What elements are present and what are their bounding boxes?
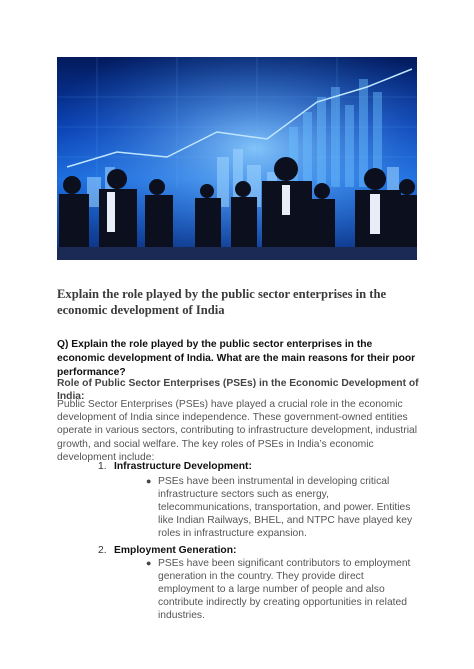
- list-item: [98, 544, 418, 622]
- item-number: 2.: [98, 545, 107, 556]
- item-number: 1.: [98, 461, 107, 472]
- bullet-point: [146, 475, 418, 540]
- item-heading: Employment Generation:: [114, 545, 237, 556]
- roles-list: [98, 460, 418, 622]
- list-item: [98, 460, 418, 540]
- bullet-icon: ●: [146, 558, 152, 568]
- intro-paragraph: Public Sector Enterprises (PSEs) have played a crucial role in the economic development of India since independence. These government-owned entities operate in various sectors, contributing to infrastructure development, industrial growth, and social welfare. The key roles of PSEs in India’s economic development include:: [57, 399, 418, 463]
- bullet-text: PSEs have been instrumental in developing critical infrastructure sectors such as energy, telecommunications, transportation, and power. Entities like Indian Railways, BHEL, and NTPC have played key roles in infrastructure expansion.: [158, 476, 413, 539]
- header-image: [57, 57, 417, 260]
- section-heading: Role of Public Sector Enterprises (PSEs) in the Economic Development of India:: [57, 378, 419, 402]
- business-city-illustration: [57, 57, 417, 260]
- item-heading: Infrastructure Development:: [114, 461, 252, 472]
- bullet-icon: ●: [146, 476, 152, 486]
- document-title: Explain the role played by the public sector enterprises in the economic development of India: [57, 287, 387, 317]
- bullet-text: PSEs have been significant contributors to employment generation in the country. They provide direct employment to a large number of people and also contribute indirectly by creating opportunities in related industries.: [158, 558, 411, 621]
- question-text: Q) Explain the role played by the public sector enterprises in the economic development of India. What are the main reasons for their poor performance?: [57, 339, 416, 378]
- bullet-point: [146, 557, 418, 622]
